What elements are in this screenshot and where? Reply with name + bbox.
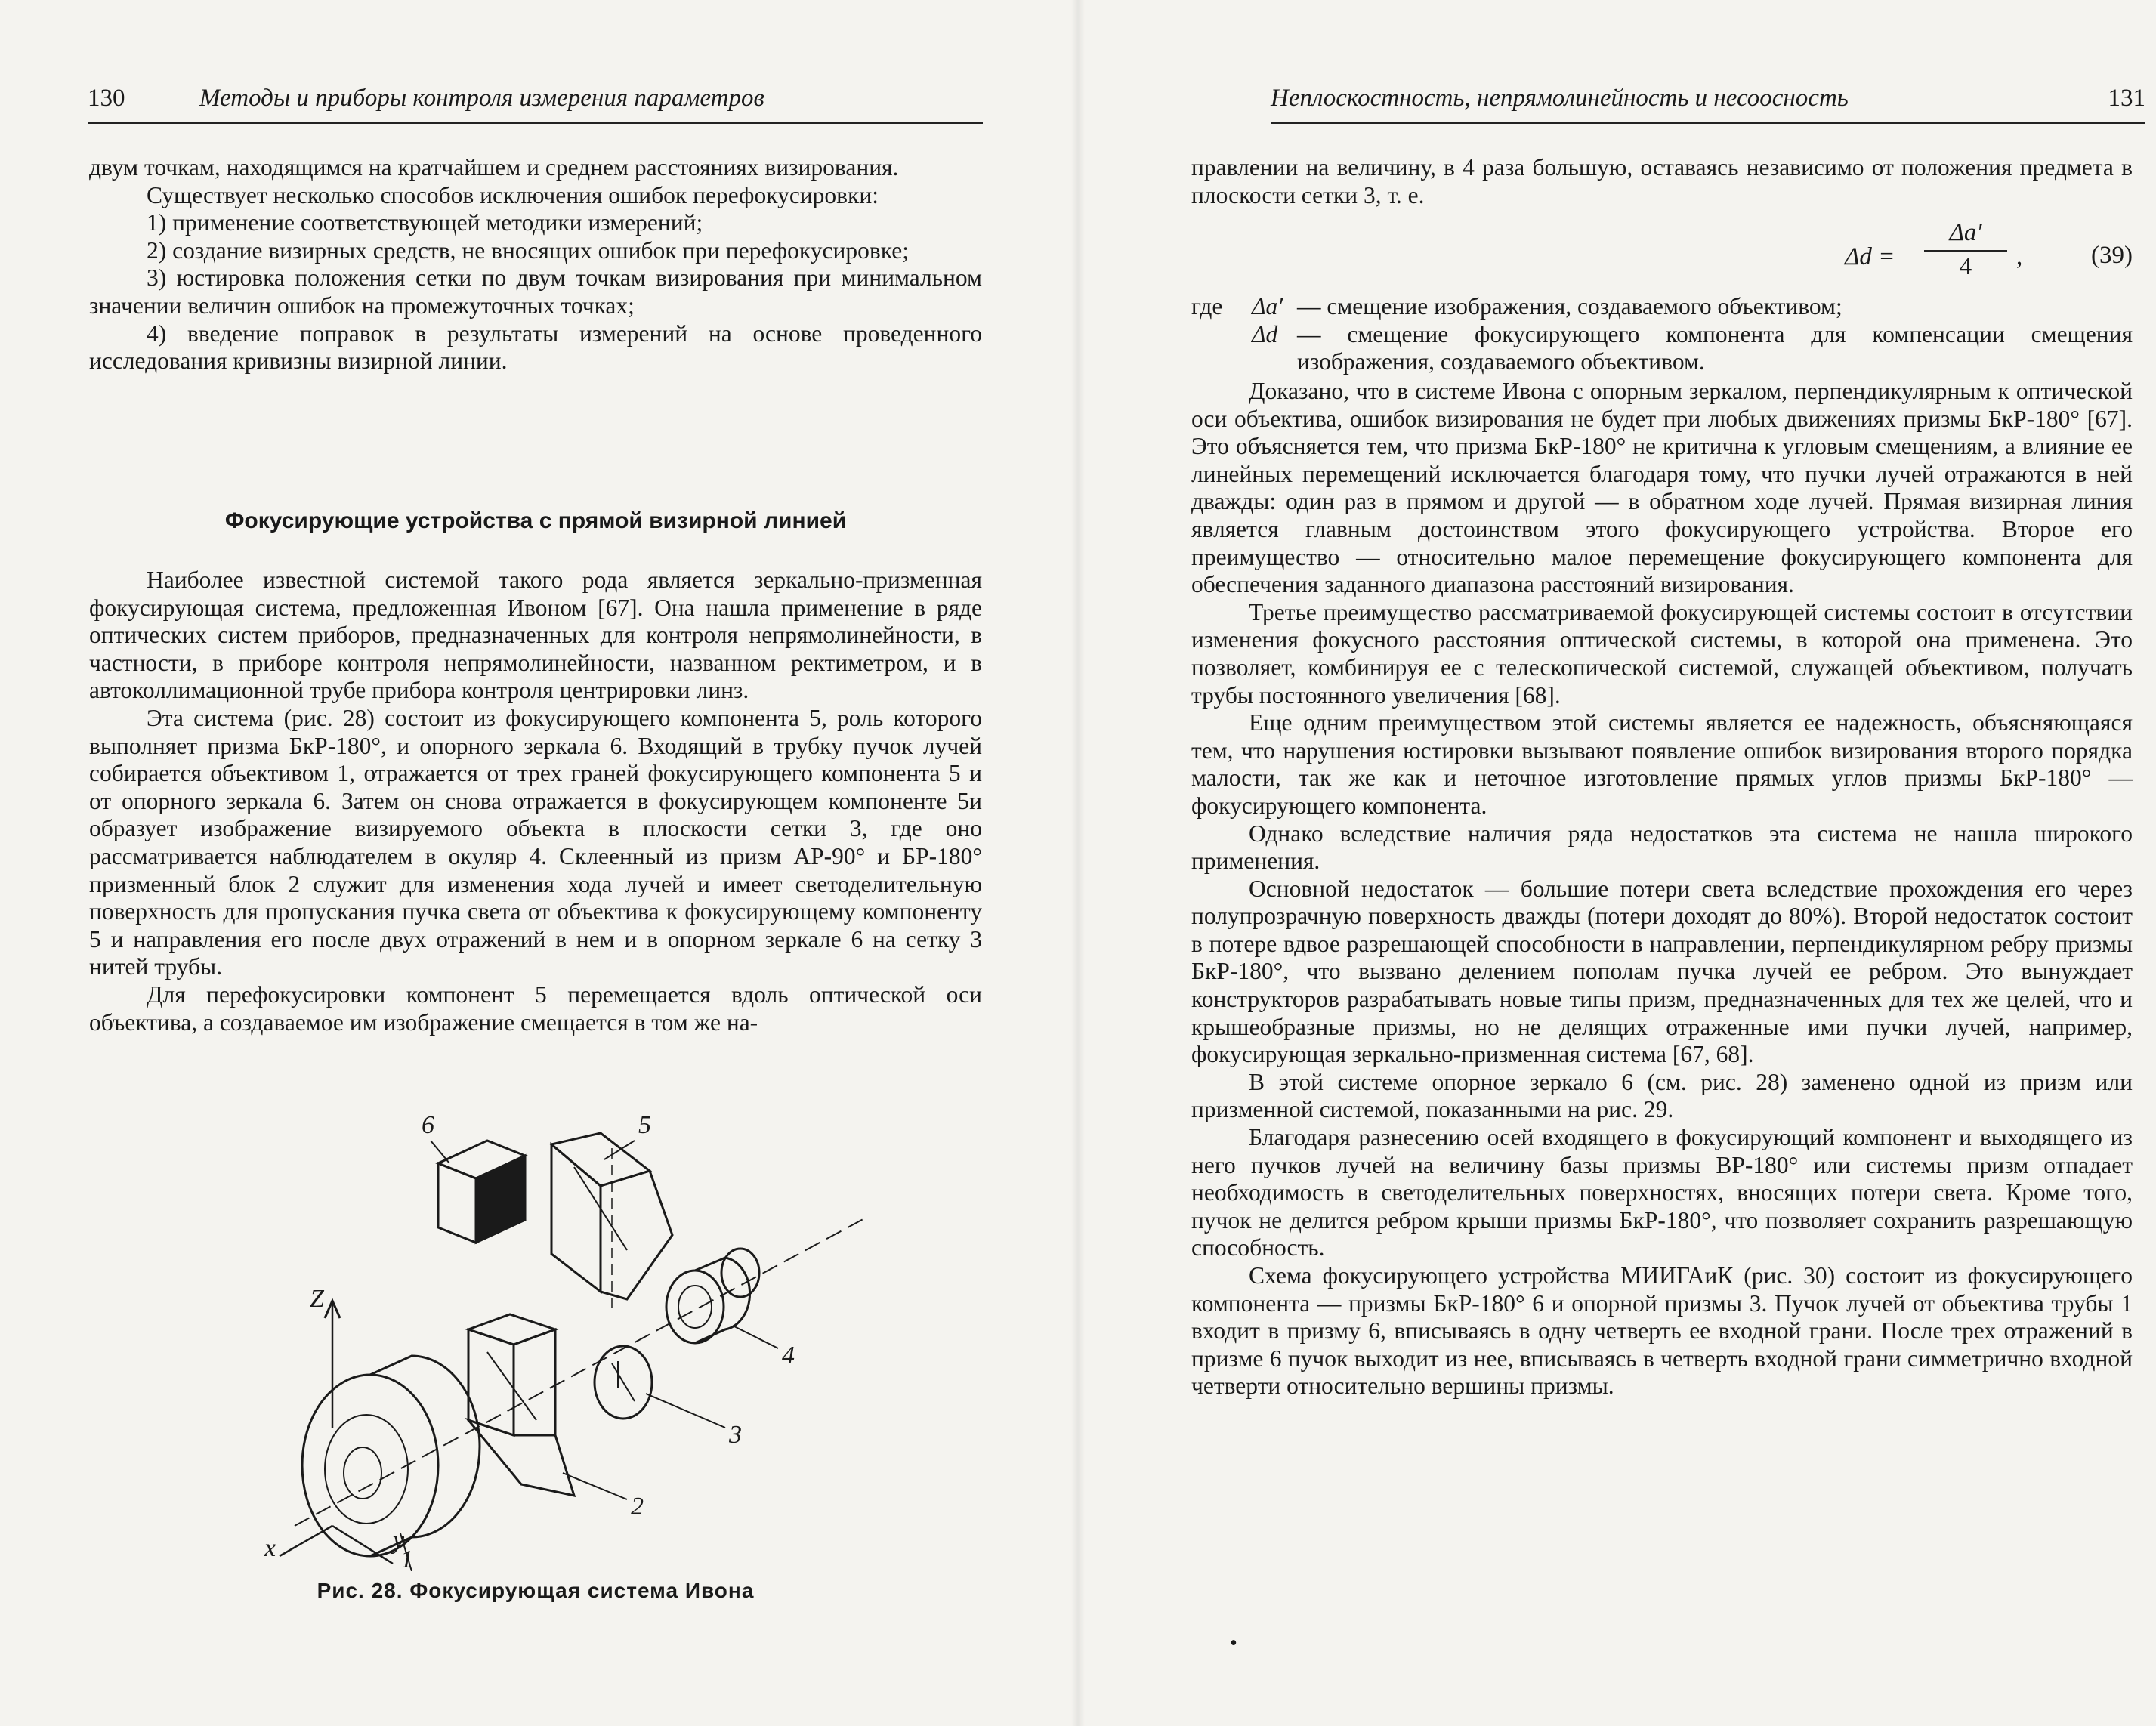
paragraph: Наиболее известной системой такого рода является зеркально-призменная фокусирующая система, предложенная Ивоном [67]. Она нашла применение в ряде оптических систем приборов, предназначенных для контроля непрямолинейности, в частности, в приборе контроля непрямолинейности, названном ректиметром, и в автоколлимационной трубе прибора контроля центрировки линз. <box>89 567 982 704</box>
paragraph: Для перефокусировки компонент 5 перемещается вдоль оптической оси объектива, а создаваемое им изображение смещается в том же на- <box>89 980 982 1036</box>
prism5-top <box>551 1133 650 1186</box>
mirror-side-face <box>476 1156 525 1243</box>
equation-number: (39) <box>2091 242 2133 269</box>
paragraph: Основной недостаток — большие потери света вследствие прохождения его через полупрозрачную поверхность дважды (потери доходят до 80%). Второй недостаток состоит в потере вдвое разрешающей способности в направлении, перпендикулярном ребру призмы БкР-180°, что вызвано делением пополам пучка лучей ее ребром. Это вынуждает конструкторов разрабатывать новые типы призм, предназначенных для тех же целей, что и крышеобразные призмы, но не делящих отраженные ими пучки лучей, например, фокусирующая зеркально-призменная система [67, 68]. <box>1191 875 2133 1068</box>
eyepiece-lens <box>666 1271 724 1343</box>
formula-lhs: Δd = <box>1845 243 1895 270</box>
figure-caption: Рис. 28. Фокусирующая система Ивона <box>317 1579 755 1602</box>
definition-row <box>1191 293 2133 321</box>
formula-39 <box>1191 219 2133 302</box>
formula-denominator: 4 <box>1959 253 1972 280</box>
left-running-title: Методы и приборы контроля измерения параметров <box>199 85 764 112</box>
label-y: y <box>393 1527 405 1555</box>
label-1: 1 <box>400 1545 413 1571</box>
paragraph: Доказано, что в системе Ивона с опорным зеркалом, перпендикулярным к оптической оси объектива, ошибок визирования не будет при любых движениях призмы БкР-180° [67]. Это объясняется тем, что призма БкР-180° не критична к угловым смещениям, а влияние ее линейных перемещений исключается благодаря тому, что пучки лучей отражаются в ней дважды: один раз в прямом и другой — в обратном ходе лучей. Прямая визирная линия является главным достоинством этого фокусирующего устройства. Второе его преимущество — относительно малое перемещение фокусирующего компонента для обеспечения заданного диапазона расстояний визирования. <box>1191 378 2133 598</box>
definition-symbol: Δd <box>1252 320 1278 347</box>
right-lead-text <box>1191 154 2133 209</box>
mirror-front-face <box>438 1163 476 1243</box>
section-heading: Фокусирующие устройства с прямой визирной линией <box>224 508 847 533</box>
left-running-head <box>88 85 983 124</box>
figure-ivon-system <box>249 1103 884 1571</box>
formula-numerator: Δa′ <box>1924 219 2007 252</box>
left-body-text <box>89 567 982 1036</box>
definition-text: — смещение фокусирующего компонента для компенсации смещения изображения, создаваемого объективом. <box>1297 320 2133 375</box>
paragraph: Благодаря разнесению осей входящего в фокусирующий компонент и выходящего из него пучков лучей на величину базы призмы ВР-180° или системы призм отпадает необходимость в светоделительных поверхностях, вносящих потери света. Кроме того, пучок не делится ребром крыши призмы БкР-180°, что позволяет сохранить разрешающую способность. <box>1191 1124 2133 1261</box>
prism5-front <box>551 1144 601 1292</box>
objective-ring <box>325 1415 408 1524</box>
left-page-number: 130 <box>88 85 125 112</box>
list-item: 3) юстировка положения сетки по двум точкам визирования при минимальном значении величин ошибок на промежуточных точках; <box>89 264 982 319</box>
y-axis <box>332 1526 393 1564</box>
paragraph: двум точкам, находящимся на кратчайшем и среднем расстояниях визирования. <box>89 154 899 181</box>
formula-definitions <box>1191 293 2133 376</box>
definition-symbol: Δa′ <box>1252 293 1283 320</box>
block2-diagonal <box>487 1352 536 1420</box>
formula-fraction <box>1924 219 2007 281</box>
definition-text: — смещение изображения, создаваемого объективом; <box>1297 293 1842 320</box>
list-item: 4) введение поправок в результаты измерений на основе проведенного исследования кривизны визирной линии. <box>89 320 982 375</box>
eyepiece-inner <box>678 1286 712 1328</box>
paragraph: Схема фокусирующего устройства МИИГАиК (рис. 30) состоит из фокусирующего компонента — призмы БкР-180° 6 и опорной призмы 3. Пучок лучей от объектива трубы 1 входит в призму 6, вписываясь в одну четверть ее входной грани. После трех отражений в призме 6 пучок выходит из нее, вписываясь в четверть входной грани симметрично входной четверти относительно вершины призмы. <box>1191 1262 2133 1400</box>
paragraph: Еще одним преимуществом этой системы является ее надежность, объясняющаяся тем, что нарушения юстировки вызывают появление ошибок визирования второго порядка малости, так же как и неточное изготовление прямых углов призмы БкР-180° — фокусирующего компонента. <box>1191 709 2133 819</box>
paragraph: Однако вследствие наличия ряда недостатков эта система не нашла широкого применения. <box>1191 820 2133 875</box>
paragraph: Третье преимущество рассматриваемой фокусирующей системы состоит в отсутствии изменения фокусного расстояния оптической системы, в которой она применена. Это позволяет, комбинируя ее с телескопической системой, служащей объективом, получать трубы постоянного увеличения [68]. <box>1191 598 2133 709</box>
paragraph: Эта система (рис. 28) состоит из фокусирующего компонента 5, роль которого выполняет призма БкР-180°, и опорного зеркала 6. Входящий в трубку пучок лучей собирается объективом 1, отражается от трех граней фокусирующего компонента 5 и от опорного зеркала 6. Затем он снова отражается в фокусирующем компоненте 5и образует изображение визируемого объекта в плоскости сетки 3, где оно рассматривается наблюдателем в окуляр 4. Склеенный из призм АР-90° и БР-180° призменный блок 2 служит для изменения хода лучей и имеет светоделительную поверхность для пропускания пучка света от объектива к фокусирующему компоненту 5 и направления его после двух отражений в нем и в опорном зеркале 6 на сетку 3 нитей трубы. <box>89 704 982 980</box>
right-body-text <box>1191 378 2133 1400</box>
block2-base <box>468 1420 574 1496</box>
leader-4 <box>733 1326 778 1348</box>
paragraph: правлении на величину, в 4 раза большую, оставаясь независимо от положения предмета в плоскости сетки 3, т. е. <box>1191 154 2133 208</box>
definition-lead <box>1191 321 1252 376</box>
leader-3 <box>646 1394 725 1428</box>
right-running-head <box>1271 85 2145 124</box>
header-rule <box>88 122 983 124</box>
formula-comma: , <box>2016 243 2023 270</box>
label-3: 3 <box>729 1421 742 1449</box>
objective-center <box>344 1447 381 1499</box>
definition-row <box>1191 321 2133 376</box>
left-intro-text <box>89 154 982 375</box>
right-running-title: Неплоскостность, непрямолинейность и несоосность <box>1271 85 1849 112</box>
block2-top <box>468 1314 555 1345</box>
right-page <box>1078 0 2156 1726</box>
eyepiece-cap <box>721 1249 759 1297</box>
list-item: 1) применение соответствующей методики измерений; <box>147 209 703 236</box>
reticle-line <box>612 1363 635 1401</box>
x-axis <box>280 1526 332 1556</box>
header-rule <box>1271 122 2145 124</box>
definition-lead: где <box>1191 293 1223 320</box>
label-x: x <box>264 1534 276 1562</box>
leader-6 <box>431 1141 449 1163</box>
label-5: 5 <box>638 1111 651 1139</box>
block2-side <box>514 1329 555 1435</box>
objective-front <box>302 1375 438 1556</box>
paragraph: В этой системе опорное зеркало 6 (см. рис. 28) заменено одной из призм или призменной системой, показанными на рис. 29. <box>1191 1068 2133 1123</box>
list-item: 2) создание визирных средств, не вносящих ошибок при перефокусировке; <box>147 236 909 264</box>
paragraph: Существует несколько способов исключения ошибок перефокусировки: <box>147 181 879 208</box>
label-6: 6 <box>422 1111 434 1139</box>
right-page-number: 131 <box>2108 85 2145 112</box>
footer-mark: • <box>1230 1632 1237 1655</box>
label-4: 4 <box>782 1342 795 1369</box>
label-2: 2 <box>631 1493 644 1521</box>
label-z: Z <box>310 1285 324 1313</box>
